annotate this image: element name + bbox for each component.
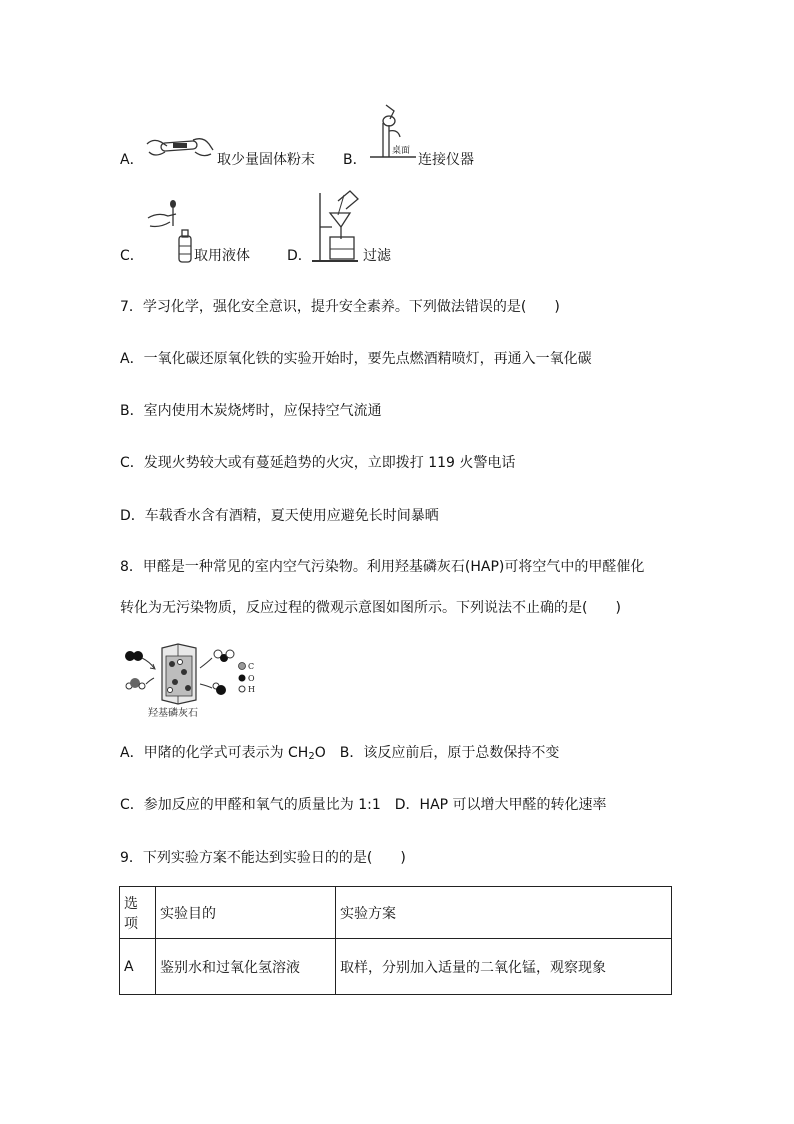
question-7-option-d: D．车载香水含有酒精，夏天使用应避免长时间暴晒: [120, 508, 439, 524]
question-7-stem: 7．学习化学，强化安全意识，提升安全素养。下列做法错误的是( ): [120, 299, 560, 315]
legend-o: O: [248, 674, 255, 683]
take-powder-figure: [143, 130, 215, 168]
option-d-text: 过滤: [363, 248, 391, 264]
table-header-row: [120, 887, 672, 939]
legend-c: C: [248, 662, 255, 671]
reaction-microscopic-figure: [120, 642, 280, 722]
question-7-option-c: C．发现火势较大或有蔓延趋势的火灾，立即拨打 119 火警电话: [120, 455, 516, 471]
table-row: [120, 939, 672, 995]
experiment-table: [119, 886, 672, 995]
question-7-option-b: B．室内使用木炭烧烤时，应保持空气流通: [120, 403, 382, 419]
filtration-figure: [310, 187, 362, 265]
question-7-option-a: A．一氧化碳还原氧化铁的实验开始时，要先点燃酒精喷灯，再通入一氧化碳: [120, 351, 592, 367]
header-option: 选项: [120, 887, 156, 939]
row-option: A: [120, 939, 156, 995]
option-b-text: 连接仪器: [418, 152, 474, 168]
option-b-label: B．: [343, 152, 367, 168]
legend-h: H: [248, 685, 255, 694]
option-c-label: C．: [120, 248, 144, 264]
row-plan: 取样，分别加入适量的二氧化锰，观察现象: [336, 939, 672, 995]
take-liquid-figure: [146, 198, 192, 264]
question-8-option-a-pre: A．甲陼的化学式可表示为 CH: [120, 745, 309, 761]
option-d-label: D．: [287, 248, 312, 264]
option-a-label: A．: [120, 152, 144, 168]
header-plan: 实验方案: [336, 887, 672, 939]
question-9-stem: 9．下列实验方案不能达到实验日的的是( ): [120, 850, 406, 866]
question-8-option-a-post: O B．该反应前后，原于总数保持不变: [314, 745, 560, 761]
figure-caption: 羟基磷灰石: [148, 708, 198, 719]
desk-label: 桌面: [392, 146, 411, 156]
header-purpose: 实验目的: [156, 887, 336, 939]
question-8-stem-line1: 8．甲醛是一种常见的室内空气污染物。利用羟基磷灰石(HAP)可将空气中的甲醛催化: [120, 559, 645, 575]
connect-apparatus-figure: [368, 103, 418, 167]
question-8-stem-line2: 转化为无污染物质，反应过程的微观示意图如图所示。下列说法不止确的是( ): [120, 600, 621, 616]
option-a-text: 取少量固体粉末: [217, 152, 315, 168]
row-purpose: 鉴别水和过氧化氢溶液: [156, 939, 336, 995]
option-c-text: 取用液体: [194, 248, 250, 264]
question-8-option-a-sub: 2: [308, 751, 315, 762]
question-8-options-cd: C．参加反应的甲醛和氧气的质量比为 1:1 D．HAP 可以增大甲醛的转化速率: [120, 797, 607, 813]
question-8-options-ab: [120, 744, 559, 766]
